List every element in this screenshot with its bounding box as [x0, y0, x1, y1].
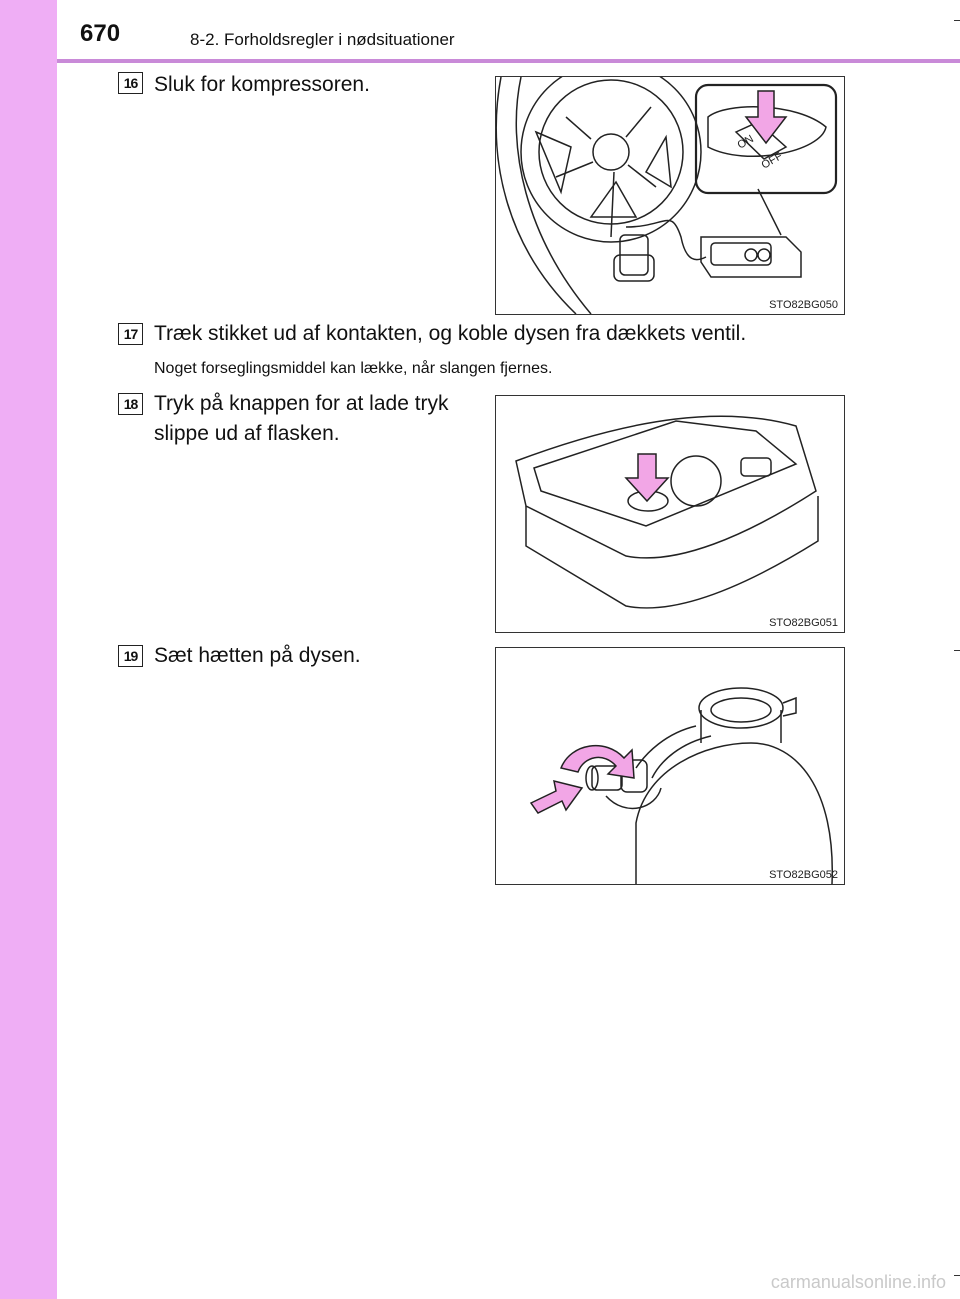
step-instruction: Træk stikket ud af kontakten, og koble dysen fra dækkets ventil. — [154, 322, 747, 345]
step-instruction-line2: slippe ud af flasken. — [154, 422, 340, 445]
press-arrow-icon — [746, 91, 786, 143]
switch-off-label: OFF — [759, 150, 785, 172]
figure-bottle-button — [495, 395, 845, 633]
figure-code: STO82BG052 — [769, 869, 838, 881]
step-number-badge: 18 — [118, 393, 143, 415]
step-instruction: Sluk for kompressoren. — [154, 73, 370, 96]
step-number-badge: 19 — [118, 645, 143, 667]
crop-mark — [954, 20, 960, 21]
side-color-band — [0, 0, 57, 1299]
figure-compressor-switch — [495, 76, 845, 315]
figure-code: STO82BG050 — [769, 299, 838, 311]
crop-mark — [954, 1275, 960, 1276]
compressor-switch-illustration — [496, 77, 844, 314]
nozzle-cap-illustration — [496, 648, 844, 884]
step-instruction: Sæt hætten på dysen. — [154, 644, 361, 667]
switch-on-label: ON — [735, 132, 756, 152]
bottle-button-illustration — [496, 396, 844, 632]
crop-mark — [954, 650, 960, 651]
section-title: 8-2. Forholdsregler i nødsituationer — [190, 30, 455, 49]
step-instruction-line1: Tryk på knappen for at lade tryk — [154, 392, 449, 415]
push-arrow-icon — [531, 781, 582, 813]
figure-nozzle-cap — [495, 647, 845, 885]
watermark: carmanualsonline.info — [770, 1272, 946, 1292]
page-number: 670 — [80, 20, 121, 47]
header-rule — [57, 59, 960, 63]
figure-code: STO82BG051 — [769, 617, 838, 629]
step-number-badge: 17 — [118, 323, 143, 345]
step-number-badge: 16 — [118, 72, 143, 94]
step-note: Noget forseglingsmiddel kan lække, når slangen fjernes. — [154, 360, 553, 377]
